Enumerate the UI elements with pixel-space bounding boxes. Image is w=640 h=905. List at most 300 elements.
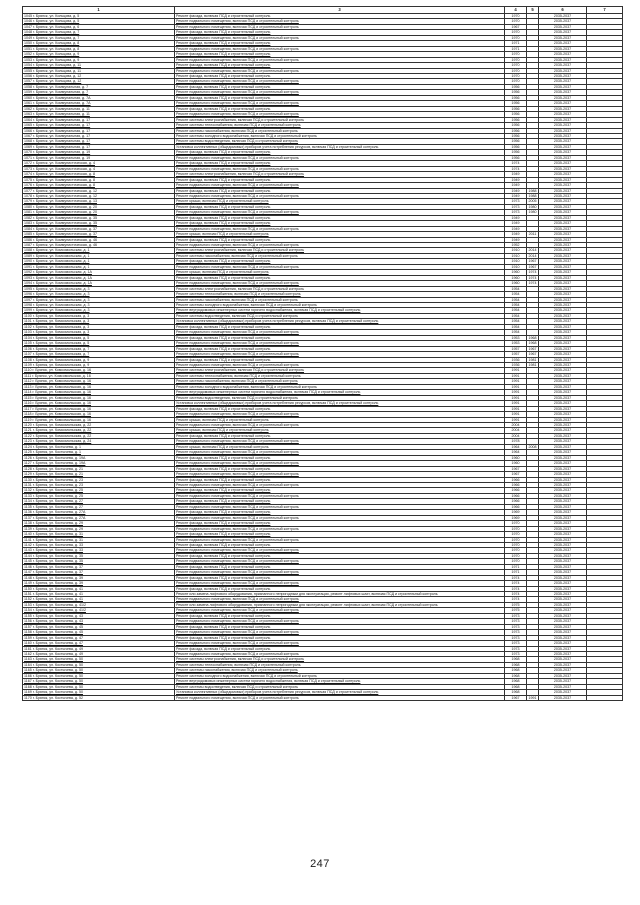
table-cell: Ремонт подвального помещения, включая ПСД и строительный контроль [175,210,505,215]
table-cell: 2035-2037 [539,368,587,373]
table-cell: Ремонт фасада, включая ПСД и строительный контроль [175,14,505,19]
table-cell: 1973 [505,635,527,640]
table-cell: Ремонт фасада, включая ПСД и строительный контроль [175,613,505,618]
table-cell: Ремонт подвального помещения, включая ПСД и строительный контроль [175,461,505,466]
table-cell: 1124 г. Брянск, ул. Костычева, д. 1 [23,444,175,449]
table-cell: Ремонт фасада, включая ПСД и строительный контроль [175,335,505,340]
table-cell: 2035-2037 [539,150,587,155]
table-cell: 1975 [505,602,527,607]
table-cell: Ремонт фасада, включая ПСД и строительный контроль [175,30,505,35]
table-cell: Ремонт фасада, включая ПСД и строительный контроль [175,646,505,651]
table-cell: Ремонт фасада, включая ПСД и строительный контроль [175,575,505,580]
table-cell: 2035-2037 [539,586,587,591]
table-cell: 2035-2037 [539,482,587,487]
table-cell: 1991 [505,401,527,406]
table-cell: 1960 [505,455,527,460]
table-cell: 1952 [505,243,527,248]
table-cell: 1974 [505,581,527,586]
table-cell: 1964 [505,450,527,455]
table-cell: 1974 [505,161,527,166]
table-cell: Ремонт фасада, включая ПСД и строительный контроль [175,275,505,280]
table-cell: 1163 г. Брянск, ул. Костычева, д. 50 [23,657,175,662]
table-cell: Ремонт подвального помещения, включая ПСД и строительный контроль [175,330,505,335]
table-cell: Ремонт системы теплоснабжения, включая ПСД и строительный контроль [175,123,505,128]
table-cell: 2004 [505,428,527,433]
table-cell: 2035-2037 [539,542,587,547]
table-cell: 2035-2037 [539,390,587,395]
table-cell: 1159 г. Брянск, ул. Костычева, д. 47 [23,635,175,640]
table-cell: 1166 г. Брянск, ул. Костычева, д. 50 [23,673,175,678]
table-cell: 2035-2037 [539,646,587,651]
table-cell: Ремонт подвального помещения, включая ПСД и строительный контроль [175,155,505,160]
table-cell: 1954 [505,297,527,302]
table-cell: 2035-2037 [539,215,587,220]
table-row [23,695,623,700]
table-cell: 2035-2037 [539,313,587,318]
table-cell: 2035-2037 [539,472,587,477]
table-cell: 2035-2037 [539,270,587,275]
table-cell: 2035-2037 [539,592,587,597]
table-cell: Ремонт подвального помещения, включая ПСД и строительный контроль [175,619,505,624]
table-cell: 2035-2037 [539,641,587,646]
table-cell: 2035-2037 [539,101,587,106]
table-cell: Ремонт фасада, включая ПСД и строительный контроль [175,564,505,569]
table-cell: 1080 г. Брянск, ул. Коммунистическая, д. 20 [23,204,175,209]
table-cell: Ремонт подвального помещения, включая ПСД и строительный контроль [175,537,505,542]
table-cell: 1971 [505,570,527,575]
table-cell: 1956 [505,128,527,133]
table-cell: Ремонт фасада, включая ПСД и строительный контроль [175,215,505,220]
table-cell: 1103 г. Брянск, ул. Комсомольская, д. 3 [23,330,175,335]
table-cell: 2035-2037 [539,422,587,427]
table-cell: Ремонт подвального помещения, включая ПСД и строительный контроль [175,504,505,509]
table-cell: Ремонт фасада, включая ПСД и строительный контроль [175,150,505,155]
table-cell: 1149 г. Брянск, ул. Костычева, д. 39 [23,581,175,586]
table-cell: 1991 [505,368,527,373]
table-cell: Ремонт системы газоснабжения, включая ПСД и строительный контроль [175,379,505,384]
table-cell: 1974 [505,575,527,580]
table-cell: Ремонт подвального помещения, включая ПСД и строительный контроль [175,35,505,40]
table-cell: 1991 [505,379,527,384]
table-cell: 1118 г. Брянск, ул. Комсомольская, д. 16 [23,412,175,417]
table-cell: 1966 [505,499,527,504]
column-header: 5 [527,7,539,14]
table-cell: 2035-2037 [539,406,587,411]
table-cell: 1147 г. Брянск, ул. Костычева, д. 37 [23,570,175,575]
table-cell: Ремонт подвального помещения, включая ПСД и строительный контроль [175,630,505,635]
table-cell: 1970 [505,52,527,57]
table-cell: 2035-2037 [539,139,587,144]
table-cell: Ремонт фасада, включая ПСД и строительный контроль [175,106,505,111]
table-cell: 2035-2037 [539,363,587,368]
table-cell: 1099 г. Брянск, ул. Комсомольская, д. 3 [23,308,175,313]
table-cell: 1968 [505,690,527,695]
table-cell: Ремонт подвального помещения, включая ПСД и строительный контроль [175,68,505,73]
table-cell: 2035-2037 [539,439,587,444]
table-cell: 1145 г. Брянск, ул. Костычева, д. 35 [23,559,175,564]
table-cell: 1077 г. Брянск, ул. Коммунистическая, д. 12 [23,188,175,193]
table-cell: Ремонт подвального помещения, включая ПСД и строительный контроль [175,24,505,29]
table-cell: Ремонт подвального помещения, включая ПСД и строительный контроль [175,570,505,575]
table-cell: Установка коллективных (общедомовых) приборов учета потребления ресурсов, включая ПСД и строительный контроль [175,144,505,149]
table-cell: 1148 г. Брянск, ул. Костычева, д. 39 [23,575,175,580]
table-cell: 2035-2037 [539,237,587,242]
table-cell: Ремонт системы водоотведения, включая ПСД и строительный контроль [175,139,505,144]
table-cell: 1089 г. Брянск, ул. Комсомольская, д. 1 [23,253,175,258]
table-cell: 1910 [505,253,527,258]
table-cell: 1070 г. Брянск, ул. Коммунальная, д. 19 [23,150,175,155]
table-cell: 2035-2037 [539,84,587,89]
table-cell: 1116 г. Брянск, ул. Комсомольская, д. 16 [23,401,175,406]
table-cell: Ремонт подвального помещения, включая ПСД и строительный контроль [175,281,505,286]
table-cell: 1137 г. Брянск, ул. Костычева, д. 27А [23,515,175,520]
table-cell: 2035-2037 [539,264,587,269]
table-cell: 1968 [505,679,527,684]
table-cell: 1949 [505,172,527,177]
table-cell: 2035-2037 [539,461,587,466]
table-cell: 2008 [528,444,537,449]
table-cell: Ремонт фасада, включая ПСД и строительный контроль [175,324,505,329]
table-cell: 1156 г. Брянск, ул. Костычева, д. 43 [23,619,175,624]
table-cell: 1957 [505,346,527,351]
table-cell: 2035-2037 [539,177,587,182]
table-cell: 1949 [505,193,527,198]
table-cell: 1127 г. Брянск, ул. Костычева, д. 19А [23,461,175,466]
table-cell: 1052 г. Брянск, ул. Кольцова, д. 9 [23,52,175,57]
table-cell: Ремонт системы электроснабжения, включая ПСД и строительный контроль [175,657,505,662]
table-cell: 1167 г. Брянск, ул. Костычева, д. 50 [23,679,175,684]
table-cell: 1970 [505,553,527,558]
table-cell: 1142 г. Брянск, ул. Костычева, д. 33 [23,542,175,547]
table-cell: 1125 г. Брянск, ул. Костычева, д. 1 [23,450,175,455]
table-cell: 2035-2037 [539,210,587,215]
table-cell: 1970 [505,526,527,531]
table-cell: 1128 г. Брянск, ул. Костычева, д. 21 [23,466,175,471]
table-cell: 1115 г. Брянск, ул. Комсомольская, д. 16 [23,395,175,400]
table-cell: 1136 г. Брянск, ул. Костычева, д. 27А [23,510,175,515]
table-cell: Ремонт фасада, включая ПСД и строительный контроль [175,466,505,471]
table-cell: 1956 [505,123,527,128]
table-cell: Ремонт подвального помещения, включая ПСД и строительный контроль [175,352,505,357]
table-cell: 2035-2037 [539,488,587,493]
table-cell: Ремонт системы водоотведения, включая ПСД и строительный контроль [175,684,505,689]
table-cell: Ремонт подвального помещения, включая ПСД и строительный контроль [175,193,505,198]
table-cell: Ремонт системы газоснабжения, включая ПСД и строительный контроль [175,668,505,673]
table-cell: 1111 г. Брянск, ул. Комсомольская, д. 16 [23,373,175,378]
table-cell: 1966 [505,493,527,498]
table-cell: 1063 г. Брянск, ул. Коммунальная, д. 11 [23,112,175,117]
table-cell: 1967 [528,346,537,351]
table-cell: 1076 г. Брянск, ул. Коммунистическая, д. 8 [23,183,175,188]
table-cell: 1956 [505,139,527,144]
table-cell: 1956 [505,101,527,106]
table-cell: 2035-2037 [539,52,587,57]
table-cell: 2035-2037 [539,319,587,324]
table-cell: 1122 г. Брянск, ул. Комсомольская, д. 22 [23,433,175,438]
table-cell: 1151 г. Брянск, ул. Костычева, д. 41 [23,592,175,597]
table-cell: 2035-2037 [539,504,587,509]
table-cell: Ремонт подвального помещения, включая ПСД и строительный контроль [175,166,505,171]
table-cell: 1973 [505,652,527,657]
table-cell: 2035-2037 [539,575,587,580]
table-cell: 2035-2037 [539,335,587,340]
table-cell: Ремонт подвального помещения, включая ПСД и строительный контроль [175,341,505,346]
table-cell: 2035-2037 [539,690,587,695]
table-cell: Ремонт внутридомовых инженерных систем горячего водоснабжения, включая ПСД и строительный контроль [175,390,505,395]
table-cell: 1059 г. Брянск, ул. Коммунальная, д. 7 [23,90,175,95]
table-cell: 1957 [505,352,527,357]
table-cell: Ремонт фасада, включая ПСД и строительный контроль [175,73,505,78]
table-cell: 2035-2037 [539,570,587,575]
table-cell: Ремонт подвального помещения, включая ПСД и строительный контроль [175,264,505,269]
table-cell: 2035-2037 [539,395,587,400]
table-cell: 2035-2037 [539,14,587,19]
table-cell: 1910 [505,264,527,269]
table-cell: 2035-2037 [539,57,587,62]
table-cell: Ремонт крыши, включая ПСД и строительный контроль [175,199,505,204]
table-cell: 1068 г. Брянск, ул. Коммунальная, д. 17 [23,139,175,144]
table-cell: 1967 [528,264,537,269]
table-cell: 1092 г. Брянск, ул. Комсомольская, д. 1А [23,270,175,275]
table-cell: 1097 г. Брянск, ул. Комсомольская, д. 3 [23,297,175,302]
table-cell: 1974 [528,281,537,286]
table-cell: 2035-2037 [539,526,587,531]
table-cell: 1960 [505,270,527,275]
table-cell: 2035-2037 [539,466,587,471]
table-cell: 1165 г. Брянск, ул. Костычева, д. 50 [23,668,175,673]
table-cell: 1967 [505,24,527,29]
table-cell: 1956 [505,84,527,89]
table-cell: 1981 [528,357,537,362]
table-cell: 1971 [505,46,527,51]
table-cell: 2035-2037 [539,373,587,378]
table-cell: 1970 [505,542,527,547]
table-cell: 1101 г. Брянск, ул. Комсомольская, д. 3 [23,319,175,324]
table-cell: Ремонт фасада, включая ПСД и строительный контроль [175,52,505,57]
table-cell: Ремонт фасада, включая ПСД и строительный контроль [175,63,505,68]
table-cell: 1966 [505,504,527,509]
table-cell: 1095 г. Брянск, ул. Комсомольская, д. 3 [23,286,175,291]
table-cell: Ремонт крыши, включая ПСД и строительный контроль [175,444,505,449]
table-cell: 1980 [528,210,537,215]
table-cell: 1956 [505,95,527,100]
table-cell: 1152 г. Брянск, ул. Костычева, д. 41 [23,597,175,602]
table-cell: 1991 [528,695,537,700]
table-cell: 1973 [505,199,527,204]
table-cell: 1954 [505,324,527,329]
table-cell: 1988 [528,188,537,193]
table-cell: 2035-2037 [539,450,587,455]
table-cell: 1949 [505,221,527,226]
table-cell: 2035-2037 [539,112,587,117]
table-cell: 1133 г. Брянск, ул. Костычева, д. 25 [23,493,175,498]
table-cell: 1091 г. Брянск, ул. Комсомольская, д. 1 [23,264,175,269]
table-cell: 2035-2037 [539,673,587,678]
table-cell: 2035-2037 [539,384,587,389]
table-cell: 1060 г. Брянск, ул. Коммунальная, д. 7А [23,95,175,100]
table-cell: 1981 [528,363,537,367]
table-cell: 2035-2037 [539,346,587,351]
table-cell: 2035-2037 [539,19,587,24]
table-cell: Ремонт системы газоснабжения, включая ПСД и строительный контроль [175,128,505,133]
table-cell: 1970 [505,57,527,62]
table-cell: Ремонт системы теплоснабжения, включая ПСД и строительный контроль [175,373,505,378]
table-cell: 2035-2037 [539,477,587,482]
table-cell: 2004 [505,422,527,427]
table-cell: 2035-2037 [539,275,587,280]
table-cell: 1132 г. Брянск, ул. Костычева, д. 25 [23,488,175,493]
table-cell: 1154 г. Брянск, ул. Костычева, д. 41/2 [23,608,175,613]
table-cell: 2035-2037 [539,657,587,662]
table-cell: Ремонт системы электроснабжения, включая ПСД и строительный контроль [175,368,505,373]
table-cell: 2035-2037 [539,493,587,498]
table-cell: 1061 г. Брянск, ул. Коммунальная, д. 7А [23,101,175,106]
table-cell: 1967 [505,695,527,700]
table-cell: 2035-2037 [539,292,587,297]
table-cell: 1081 г. Брянск, ул. Коммунистическая, д. 20 [23,210,175,215]
table-cell: 2035-2037 [539,455,587,460]
table-cell: Установка коллективных (общедомовых) приборов учета потребления ресурсов, включая ПСД и строительный контроль [175,690,505,695]
table-cell: Ремонт подвального помещения, включая ПСД и строительный контроль [175,641,505,646]
table-cell: Ремонт подвального помещения, включая ПСД и строительный контроль [175,57,505,62]
table-cell: 1120 г. Брянск, ул. Комсомольская, д. 22 [23,422,175,427]
table-cell: 1973 [505,624,527,629]
table-cell: 2035-2037 [539,308,587,313]
table-cell: 1158 г. Брянск, ул. Костычева, д. 45 [23,630,175,635]
column-header: 6 [539,7,587,14]
table-cell: 1968 [528,335,537,340]
table-cell: 1954 [505,303,527,308]
table-cell: Ремонт или замена лифтового оборудования, признанного непригодным для эксплуатации, ремонт лифтовых шахт, включая ПСД и строительный контроль [175,602,505,607]
table-cell: Ремонт подвального помещения, включая ПСД и строительный контроль [175,90,505,95]
table-cell: 1096 г. Брянск, ул. Комсомольская, д. 3 [23,292,175,297]
table-cell: 1153 г. Брянск, ул. Костычева, д. 41/2 [23,602,175,607]
table-cell: 2035-2037 [539,537,587,542]
table-cell: 2035-2037 [539,259,587,264]
table-cell: 1108 г. Брянск, ул. Комсомольская, д. 9 [23,357,175,362]
table-cell: 1970 [505,35,527,40]
table-cell: Ремонт системы холодного водоснабжения, включая ПСД и строительный контроль [175,673,505,678]
table-cell: Ремонт системы электроснабжения, включая ПСД и строительный контроль [175,117,505,122]
table-cell: Ремонт фасада, включая ПСД и строительный контроль [175,624,505,629]
table-cell: Ремонт фасада, включая ПСД и строительный контроль [175,553,505,558]
table-cell: 2035-2037 [539,602,587,607]
table-cell: 1991 [505,384,527,389]
table-cell: 1968 [505,673,527,678]
table-cell: Ремонт подвального помещения, включая ПСД и строительный контроль [175,243,505,248]
table-cell: 1164 г. Брянск, ул. Костычева, д. 50 [23,662,175,667]
table-cell: 1970 [505,532,527,537]
table-cell: 1960 [505,461,527,466]
table-cell: 1131 г. Брянск, ул. Костычева, д. 23 [23,482,175,487]
table-cell: 1094 г. Брянск, ул. Комсомольская, д. 1А [23,281,175,286]
table-cell: 1112 г. Брянск, ул. Комсомольская, д. 16 [23,379,175,384]
table-cell: 1970 [505,548,527,553]
table-cell: 2035-2037 [539,161,587,166]
table-cell: 1954 [505,319,527,324]
table-cell: 1969 [505,510,527,515]
table-cell: 2035-2037 [539,597,587,602]
table-cell: Ремонт системы электроснабжения, включая ПСД и строительный контроль [175,248,505,253]
table-cell: 1991 [505,406,527,411]
table-cell: 1988 [528,193,537,198]
table-cell: 1966 [505,477,527,482]
table-cell: 1048 г. Брянск, ул. Кольцова, д. 7 [23,30,175,35]
table-cell: 2035-2037 [539,30,587,35]
column-header: 7 [587,7,623,14]
table-cell: 1123 г. Брянск, ул. Комсомольская, д. 24 [23,439,175,444]
table-cell: 2035-2037 [539,668,587,673]
table-cell: Ремонт подвального помещения, включая ПСД и строительный контроль [175,482,505,487]
table-cell: 2035-2037 [539,253,587,258]
table-cell: 1082 г. Брянск, ул. Коммунистическая, д. 35 [23,215,175,220]
table-cell: Ремонт подвального помещения, включая ПСД и строительный контроль [175,226,505,231]
table-cell: 1126 г. Брянск, ул. Костычева, д. 19А [23,455,175,460]
table-cell: Ремонт фасада, включая ПСД и строительный контроль [175,521,505,526]
table-cell: 1049 г. Брянск, ул. Кольцова, д. 7 [23,35,175,40]
table-cell: Ремонт внутридомовых инженерных систем горячего водоснабжения, включая ПСД и строительный контроль [175,308,505,313]
table-cell: 1978 [505,439,527,444]
table-cell: 2004 [505,433,527,438]
header-row [23,7,623,14]
table-cell: 2035-2037 [539,303,587,308]
table-cell: 2035-2037 [539,581,587,586]
table-cell: Ремонт системы холодного водоснабжения, включая ПСД и строительный контроль [175,303,505,308]
table-cell: 2035-2037 [539,46,587,51]
table-cell: 1087 г. Брянск, ул. Коммунистическая, д. 46 [23,243,175,248]
table-cell: 1970 [505,63,527,68]
table-cell: 1084 г. Брянск, ул. Коммунистическая, д. 37 [23,226,175,231]
table-cell: 1956 [505,133,527,138]
table-cell: Ремонт фасада, включая ПСД и строительный контроль [175,433,505,438]
table-cell: 2035-2037 [539,68,587,73]
table-cell: 2035-2037 [539,379,587,384]
table-cell: 1090 г. Брянск, ул. Комсомольская, д. 1 [23,259,175,264]
table-cell: 1104 г. Брянск, ул. Комсомольская, д. 5 [23,335,175,340]
table-cell: 1936 [505,357,527,362]
table-cell: 1053 г. Брянск, ул. Кольцова, д. 9 [23,57,175,62]
table-cell: 1114 г. Брянск, ул. Комсомольская, д. 16 [23,390,175,395]
table-cell: 1073 г. Брянск, ул. Коммунистическая, д. 4 [23,166,175,171]
table-cell: 1973 [505,646,527,651]
table-cell: 1050 г. Брянск, ул. Кольцова, д. 8 [23,41,175,46]
table-cell: Ремонт внутридомовых инженерных систем горячего водоснабжения, включая ПСД и строительный контроль [175,679,505,684]
table-cell: 2035-2037 [539,183,587,188]
table-cell: 2035-2037 [539,412,587,417]
table-cell: 2035-2037 [539,695,587,700]
table-cell: 1973 [505,630,527,635]
table-cell: Ремонт подвального помещения, включая ПСД и строительный контроль [175,597,505,602]
table-cell: Ремонт системы холодного водоснабжения, включая ПСД и строительный контроль [175,133,505,138]
table-cell: 2035-2037 [539,232,587,237]
table-cell: Ремонт фасада, включая ПСД и строительный контроль [175,586,505,591]
table-cell: 1970 [505,68,527,73]
table-cell: 2035-2037 [539,243,587,248]
table-cell: Ремонт подвального помещения, включая ПСД и строительный контроль [175,412,505,417]
table-cell: 1970 [505,559,527,564]
table-cell: 1141 г. Брянск, ул. Костычева, д. 31 [23,537,175,542]
table-cell: 1960 [505,275,527,280]
table-cell: 1968 [505,684,527,689]
table-cell: Ремонт крыши, включая ПСД и строительный контроль [175,428,505,433]
table-cell: 2035-2037 [539,635,587,640]
table-cell: 2035-2037 [539,433,587,438]
table-cell: 1910 [505,248,527,253]
table-cell: 1157 г. Брянск, ул. Костычева, д. 45 [23,624,175,629]
table-cell: Ремонт фасада, включая ПСД и строительный контроль [175,161,505,166]
table-cell: Ремонт фасада, включая ПСД и строительный контроль [175,346,505,351]
table-cell: 1974 [505,166,527,171]
